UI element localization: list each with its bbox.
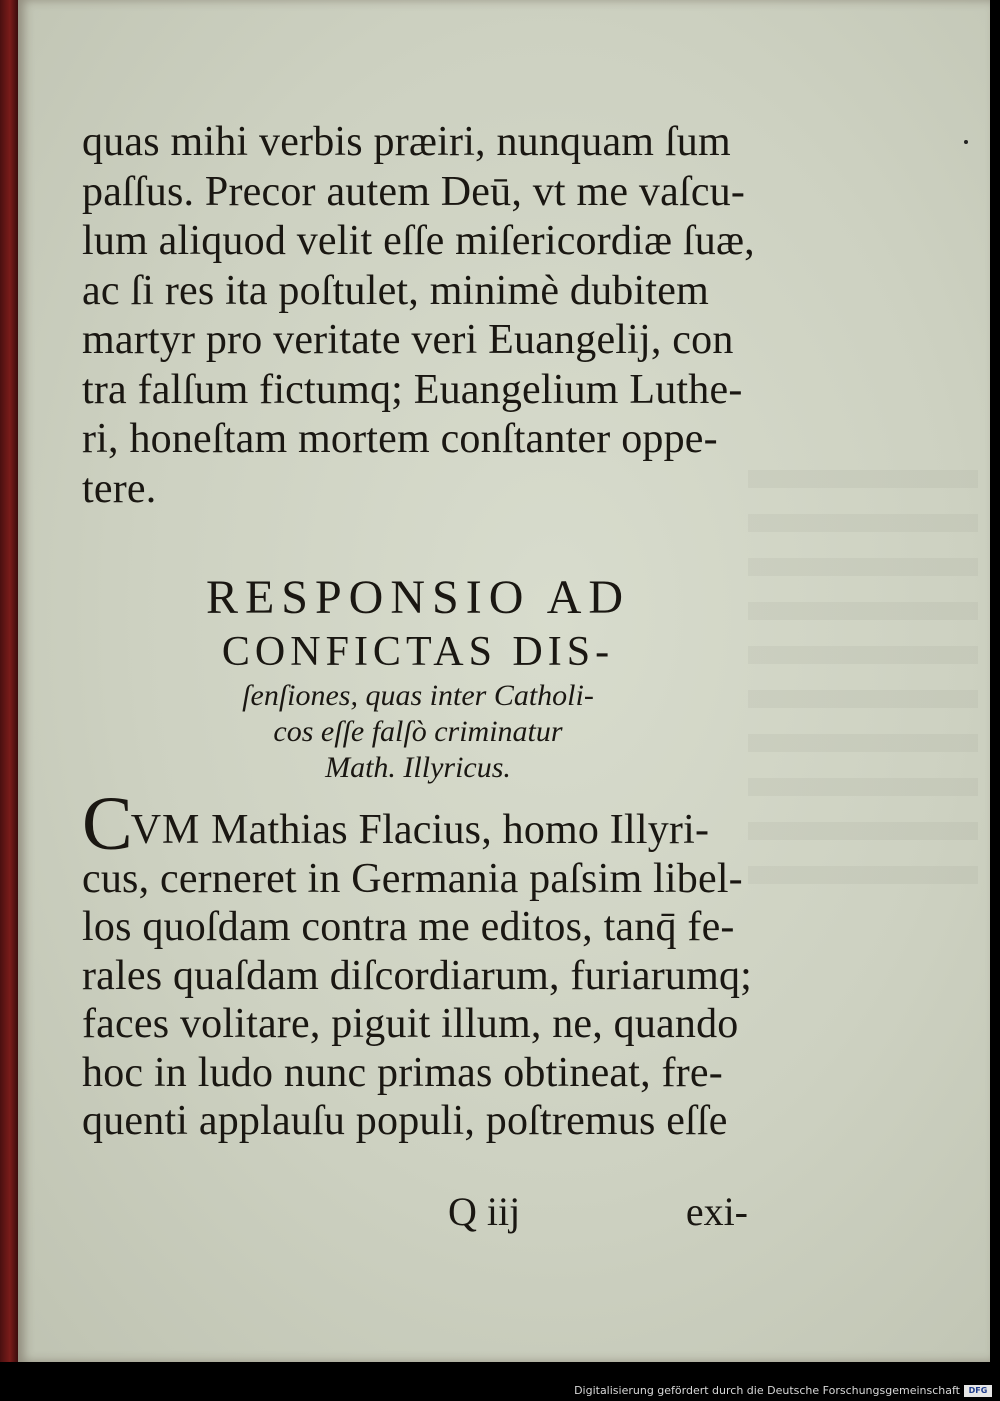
text-line: quas mihi verbis præiri, nunquam ſum bbox=[82, 119, 731, 165]
stray-mark bbox=[964, 140, 968, 144]
catchword: exi- bbox=[685, 1189, 748, 1234]
book-binding bbox=[0, 0, 18, 1362]
text-line: lum aliquod velit eſſe miſericordiæ ſuæ, bbox=[82, 218, 755, 264]
text-line: los quoſdam contra me editos, tanq̄ fe- bbox=[82, 904, 735, 950]
first-line-rest: Mathias Flacius, homo Illyri- bbox=[211, 807, 710, 853]
text-line: tere. bbox=[82, 465, 157, 512]
first-line bbox=[82, 782, 762, 866]
body-paragraph bbox=[82, 782, 762, 1146]
text-line: ri, honeſtam mortem conſtanter oppe- bbox=[82, 416, 718, 462]
text-line: martyr pro veritate veri Euangelij, con bbox=[82, 317, 734, 363]
small-caps: VM bbox=[130, 807, 201, 853]
text-line: quenti applauſu populi, poſtremus eſſe bbox=[82, 1098, 728, 1144]
credit-bar bbox=[0, 1382, 1000, 1401]
heading-line-4: cos eſſe falſò criminatur bbox=[273, 715, 563, 748]
text-line: tra falſum fictumq; Euangelium Luthe- bbox=[82, 366, 743, 413]
heading-line-3: ſenſiones, quas inter Catholi- bbox=[242, 679, 594, 712]
text-line: rales quaſdam diſcordiarum, furiarumq; bbox=[82, 952, 753, 999]
book-page bbox=[18, 0, 990, 1362]
text-line: ac ſi res ita poſtulet, minimè dubitem bbox=[82, 267, 709, 314]
text-line: hoc in ludo nunc primas obtineat, fre- bbox=[82, 1049, 723, 1096]
heading-line-1: RESPONSIO AD bbox=[205, 571, 631, 624]
text-line: paſſus. Precor autem Deū, vt me vaſcu- bbox=[82, 168, 746, 215]
show-through bbox=[748, 470, 978, 890]
heading-line-5: Math. Illyricus. bbox=[325, 751, 511, 784]
signature-mark: Q iij bbox=[448, 1189, 521, 1234]
heading-line-2: CONFICTAS DIS- bbox=[221, 629, 615, 675]
text-line: cus, cerneret in Germania paſsim libel- bbox=[82, 855, 743, 902]
drop-cap: C bbox=[82, 782, 131, 866]
section-heading bbox=[98, 570, 738, 786]
dfg-logo: DFG bbox=[964, 1385, 992, 1397]
text-line: faces volitare, piguit illum, ne, quando bbox=[82, 1001, 739, 1047]
page-footer bbox=[448, 1188, 748, 1235]
credit-text: Digitalisierung gefördert durch die Deutsche Forschungsgemeinschaft bbox=[574, 1384, 960, 1397]
top-text-block bbox=[82, 118, 762, 514]
